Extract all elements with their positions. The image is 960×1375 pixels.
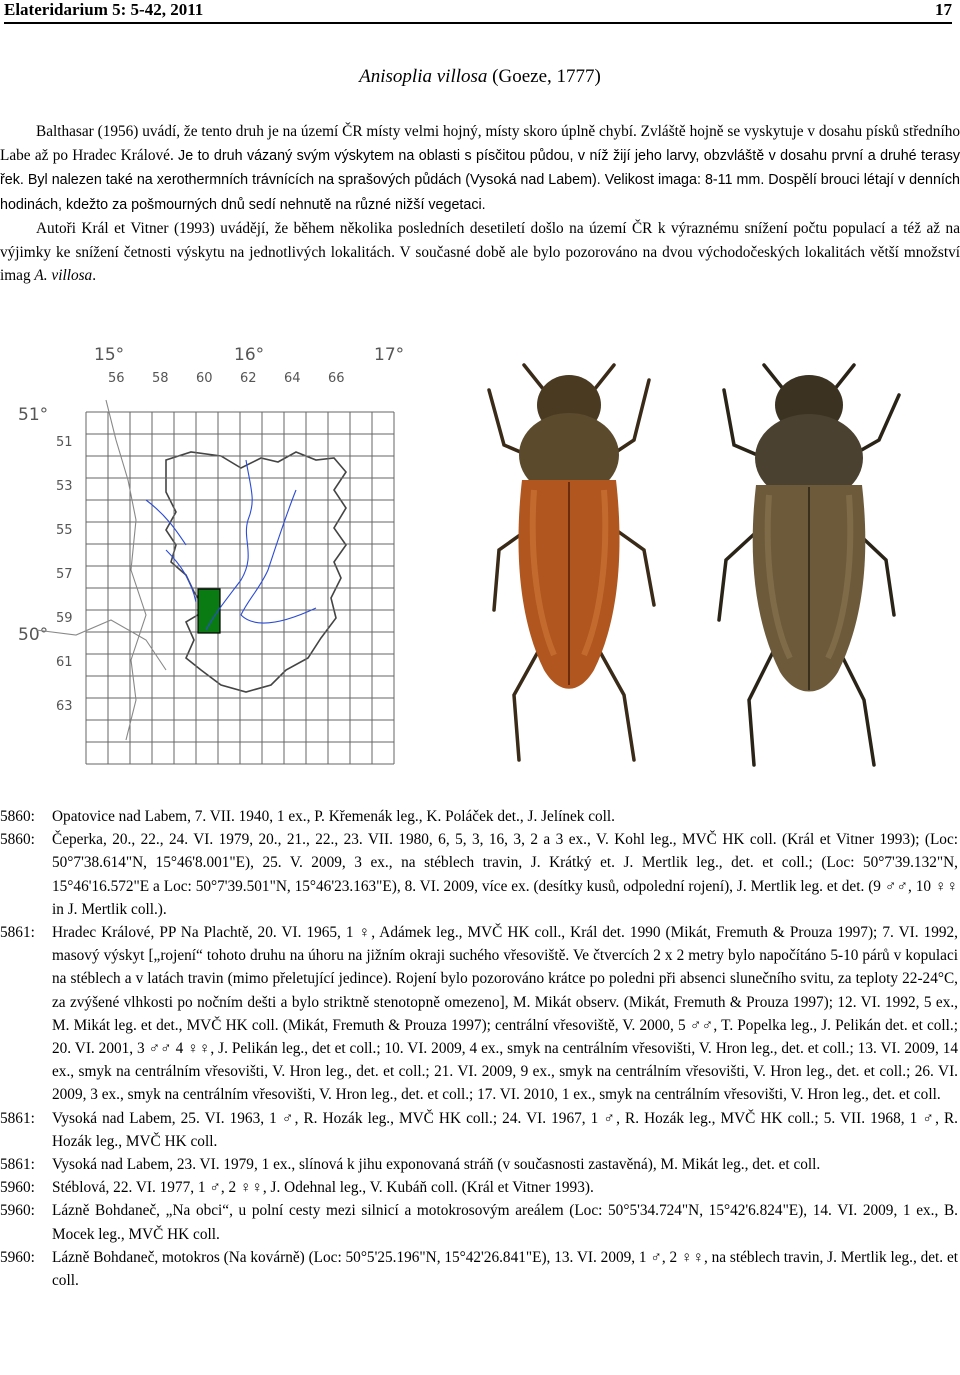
record-entry: [0, 1107, 958, 1153]
square-code: 5860:: [0, 831, 35, 849]
paragraph-2-species: A. villosa: [34, 267, 93, 284]
record-text: Stéblová, 22. VI. 1977, 1 ♂, 2 ♀♀, J. Odehnal leg., V. Kubáň coll. (Král et Vitner 1993).: [52, 1179, 594, 1197]
species-name: Anisoplia villosa: [359, 66, 488, 87]
square-code: 5861:: [0, 1156, 35, 1174]
occurrence-square: [198, 589, 220, 633]
journal-citation: Elateridarium 5: 5-42, 2011: [4, 0, 204, 19]
square-code: 5960:: [0, 1179, 35, 1197]
distribution-map: [16, 340, 405, 770]
species-author: (Goeze, 1777): [487, 66, 601, 87]
paragraph-1: [0, 120, 960, 217]
record-text: Lázně Bohdaneč, motokros (Na kovárně) (Loc: 50°5'25.196"N, 15°42'26.841"E), 13. VI. 2009, 1 ♂, 2 ♀♀, na stéblech travin, J. Mertlik leg., det. et coll.: [52, 1248, 958, 1290]
beetle-right: [719, 365, 899, 765]
record-entry: [0, 805, 958, 828]
square-code: 5861:: [0, 924, 35, 942]
record-entry: [0, 921, 958, 1107]
map-longitude-label: 15°: [94, 345, 125, 365]
paragraph-2-end: .: [92, 267, 97, 284]
map-row-label: 55: [56, 523, 73, 538]
record-entry: [0, 1246, 958, 1292]
map-column-label: 62: [240, 371, 257, 386]
page-number: 17: [935, 0, 952, 19]
record-entry: [0, 828, 958, 921]
running-header: [4, 0, 952, 24]
map-column-label: 60: [196, 371, 213, 386]
record-text: Vysoká nad Labem, 23. VI. 1979, 1 ex., slínová k jihu exponovaná stráň (v současnosti zastavěná), M. Mikát leg., det. et coll.: [52, 1156, 821, 1174]
square-code: 5861:: [0, 1109, 35, 1127]
species-title: [0, 66, 960, 88]
record-text: Lázně Bohdaneč, „Na obci“, u polní cesty mezi silnicí a motokrosovým areálem (Loc: 50°5'34.724"N, 15°42'6.824"E), 14. VI. 2009, 1 ex., B. Mocek leg., MVČ HK coll.: [52, 1202, 958, 1243]
border-line: [106, 400, 146, 740]
record-entry: [0, 1153, 958, 1176]
paragraph-1-a: Balthasar (1956) uvádí, že tento druh je na území ČR místy velmi hojný, místy skoro úplně chybí. Zvláště hojně se vyskytuje v dosahu písků středního Labe až po Hradec Králové.: [0, 123, 960, 164]
map-row-label: 51: [56, 435, 73, 450]
record-text: Hradec Králové, PP Na Plachtě, 20. VI. 1965, 1 ♀, Adámek leg., MVČ HK coll., Král det. 1990 (Mikát, Fremuth & Prouza 1997); 7. VI. 1992, masový výskyt [„rojení“ tohoto druhu na úhoru na jižním okraji suchého vřesoviště. Ve čtvercích 2 x 2 metry bylo napočítáno 5-10 párů v kopulaci na stéblech a v latách travin (mimo přeletující jedince). Rojení bylo pozorováno krátce po poledni při absenci slunečního svitu, za teploty 22-24°C, za zvýšené vlhkosti po nočním dešti a bylo striktně stenotopně omezeno], M. Mikát observ. (Mikát, Fremuth & Prouza 1997); 12. VI. 1992, 5 ex., M. Mikát leg. et det., MVČ HK coll. (Mikát, Fremuth & Prouza 1997); centrální vřesoviště, V. 2000, 5 ♂♂, T. Popelka leg., J. Pelikán det. et coll.; 20. VI. 2001, 3 ♂♂ 4 ♀♀, J. Pelikán leg., det et coll.; 10. VI. 2009, 4 ex., smyk na centrálním vřesovišti, V. Hron leg., det. et coll.; 13. VI. 2009, 14 ex., smyk na centrálním vřesovišti, V. Hron leg., det. et coll.; 21. VI. 2009, 9 ex., smyk na centrálním vřesovišti, V. Hron leg., det. et coll.; 26. VI. 2009, 3 ex., smyk na centrálním vřesovišti, V. Hron leg., det. et coll.; 17. VI. 2010, 1 ex., smyk na centrálním vřesovišti, V. Hron leg., det. et coll.: [52, 924, 958, 1104]
map-row-label: 63: [56, 699, 73, 714]
paragraph-1-b: Je to druh vázaný svým výskytem na oblasti s písčitou půdou, v níž žijí jeho larvy, obzvláště v dosahu první a druhé terasy řek. Byl nalezen také na xerothermních trávnících na sprašových půdách (Vysoká nad Labem). Velikost imaga: 8-11 mm. Dospělí brouci létají v denních hodinách, kdežto za pošmourných dnů sedí nehnutě na různé nižší vegetaci.: [0, 147, 960, 213]
square-code: 5960:: [0, 1248, 35, 1266]
intro-text: [0, 120, 960, 288]
map-longitude-label: 16°: [234, 345, 265, 365]
map-column-label: 58: [152, 371, 169, 386]
beetle-photos: [484, 350, 960, 770]
paragraph-2: [0, 217, 960, 288]
map-column-label: 66: [328, 371, 345, 386]
square-code: 5860:: [0, 808, 35, 825]
square-code: 5960:: [0, 1202, 35, 1220]
map-latitude-label: 50°: [18, 625, 49, 645]
map-longitude-label: 17°: [374, 345, 405, 365]
record-entry: [0, 1199, 958, 1245]
map-column-label: 56: [108, 371, 125, 386]
paragraph-2-text: Autoři Král et Vitner (1993) uvádějí, že během několika posledních desetiletí došlo na území ČR k výraznému snížení počtu populací a též až na výjimky ke snížení četnosti výskytu na jednotlivých lokalitách. V současné době ale bylo pozorováno na dvou východočeských lokalitách větší množství imag: [0, 220, 960, 284]
map-row-label: 53: [56, 479, 73, 494]
beetle-left: [489, 365, 654, 760]
region-outline: [166, 452, 346, 692]
map-column-label: 64: [284, 371, 301, 386]
map-latitude-label: 51°: [18, 405, 49, 425]
map-row-label: 57: [56, 567, 73, 582]
records-list: [0, 805, 958, 1292]
record-text: Opatovice nad Labem, 7. VII. 1940, 1 ex., P. Křemenák leg., K. Poláček det., J. Jelínek coll.: [52, 808, 616, 825]
record-entry: [0, 1176, 958, 1199]
map-row-label: 59: [56, 611, 73, 626]
record-text: Čeperka, 20., 22., 24. VI. 1979, 20., 21., 22., 23. VII. 1980, 6, 5, 3, 16, 3, 2 a 3 ex., V. Kohl leg., MVČ HK coll. (Král et Vitner 1993); (Loc: 50°7'38.614"N, 15°46'8.001"E), 25. V. 2009, 3 ex., na stéblech travin, J. Krátký et. J. Mertlik leg., det. et coll.; (Loc: 50°7'39.132"N, 15°46'16.572"E a Loc: 50°7'39.501"N, 15°46'23.163"E), 8. VI. 2009, více ex. (desítky kusů, odpolední rojení), J. Mertlik leg. et det. (9 ♂♂, 10 ♀♀ in J. Mertlik coll.).: [52, 831, 958, 918]
map-row-label: 61: [56, 655, 73, 670]
record-text: Vysoká nad Labem, 25. VI. 1963, 1 ♂, R. Hozák leg., MVČ HK coll.; 24. VI. 1967, 1 ♂, R. Hozák leg., MVČ HK coll.; 5. VII. 1968, 1 ♂, R. Hozák leg., MVČ HK coll.: [52, 1109, 958, 1150]
